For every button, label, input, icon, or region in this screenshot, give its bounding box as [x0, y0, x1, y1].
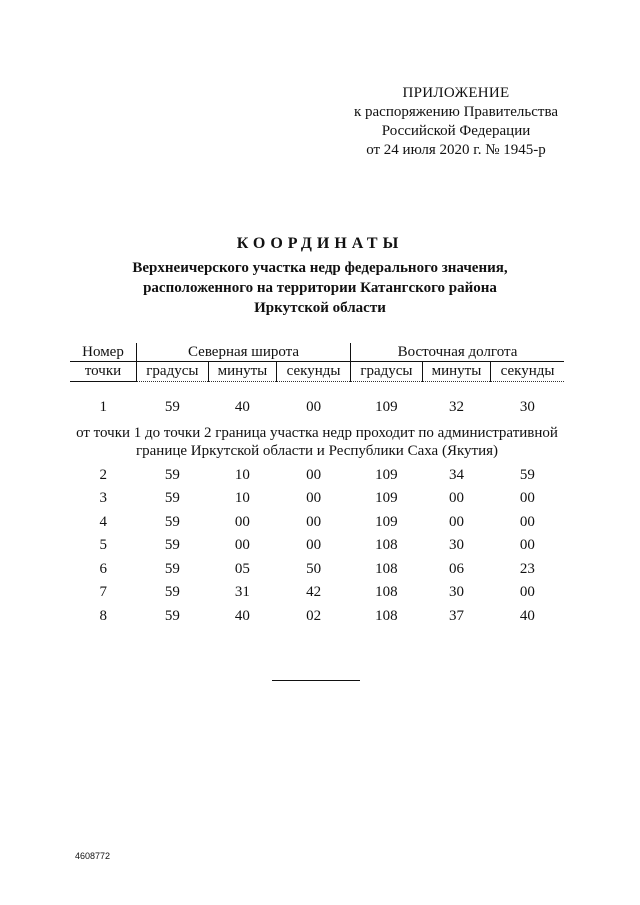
cell-east-degrees: 109 — [375, 513, 398, 530]
cell-north-degrees: 59 — [164, 537, 180, 553]
cell-east-minutes: 37 — [448, 607, 464, 624]
table-row — [70, 534, 564, 558]
boundary-note-line-2: границе Иркутской области и Республики Саха (Якутия) — [136, 442, 498, 459]
cell-point-number: 8 — [99, 607, 107, 624]
document-title — [80, 234, 560, 318]
cell-east-degrees: 109 — [375, 399, 398, 415]
cell-north-degrees: 59 — [164, 607, 180, 624]
cell-north-seconds: 00 — [306, 537, 322, 553]
table-row — [70, 396, 564, 420]
cell-point-number: 5 — [99, 537, 107, 553]
cell-north-minutes: 40 — [234, 607, 250, 624]
cell-east-seconds: 59 — [519, 466, 535, 483]
appendix-line-3: от 24 июля 2020 г. № 1945-р — [366, 142, 546, 158]
cell-east-seconds: 40 — [519, 607, 535, 624]
cell-north-minutes: 00 — [234, 537, 250, 553]
boundary-note-line-1: от точки 1 до точки 2 граница участка недр проходит по административной — [76, 424, 558, 441]
cell-north-seconds: 42 — [306, 584, 322, 600]
cell-east-seconds: 00 — [519, 513, 535, 530]
cell-north-minutes: 05 — [234, 560, 250, 577]
cell-east-degrees: 108 — [375, 607, 398, 624]
cell-east-minutes: 34 — [448, 466, 464, 483]
header-east-seconds: секунды — [491, 362, 564, 382]
cell-east-minutes: 00 — [448, 490, 464, 506]
appendix-header — [340, 84, 572, 160]
cell-east-seconds: 30 — [519, 399, 535, 415]
table-spacer — [70, 382, 564, 397]
cell-east-minutes: 32 — [448, 399, 464, 415]
title-line-1: Верхнеичерского участка недр федерального значения, — [132, 260, 508, 276]
cell-east-minutes: 30 — [448, 584, 464, 600]
cell-east-seconds: 00 — [519, 537, 535, 553]
cell-north-seconds: 00 — [306, 466, 322, 483]
cell-point-number: 1 — [99, 399, 107, 415]
cell-east-minutes: 06 — [448, 560, 464, 577]
cell-east-seconds: 00 — [519, 584, 535, 600]
cell-east-degrees: 109 — [375, 490, 398, 506]
cell-east-seconds: 00 — [519, 490, 535, 506]
table-row — [70, 464, 564, 488]
cell-north-seconds: 00 — [306, 513, 322, 530]
header-east-degrees: градусы — [351, 362, 423, 382]
cell-point-number: 4 — [99, 513, 107, 530]
closing-rule — [272, 680, 360, 681]
header-east-longitude: Восточная долгота — [351, 343, 564, 362]
cell-north-seconds: 02 — [306, 607, 322, 624]
document-code: 4608772 — [75, 851, 111, 861]
cell-east-degrees: 108 — [375, 584, 398, 600]
cell-point-number: 7 — [99, 584, 107, 600]
cell-north-degrees: 59 — [164, 399, 180, 415]
header-north-seconds: секунды — [277, 362, 351, 382]
cell-north-seconds: 00 — [306, 490, 322, 506]
cell-north-minutes: 10 — [234, 466, 250, 483]
cell-east-minutes: 30 — [448, 537, 464, 553]
table-row — [70, 487, 564, 511]
cell-east-degrees: 108 — [375, 560, 398, 577]
cell-north-minutes: 00 — [234, 513, 250, 530]
cell-north-minutes: 31 — [234, 584, 250, 600]
header-north-latitude: Северная широта — [137, 343, 351, 362]
title-line-2: расположенного на территории Катангского района — [143, 280, 497, 296]
header-north-minutes: минуты — [208, 362, 276, 382]
cell-north-degrees: 59 — [164, 490, 180, 506]
coordinates-table — [70, 343, 564, 628]
cell-north-seconds: 00 — [306, 399, 322, 415]
table-row — [70, 581, 564, 605]
cell-north-degrees: 59 — [164, 466, 180, 483]
appendix-heading: ПРИЛОЖЕНИЕ — [402, 85, 510, 101]
title-line-3: Иркутской области — [254, 300, 386, 316]
header-number-line-1: Номер — [70, 343, 137, 362]
cell-north-degrees: 59 — [164, 560, 180, 577]
cell-east-degrees: 108 — [375, 537, 398, 553]
header-east-minutes: минуты — [422, 362, 490, 382]
table-row — [70, 511, 564, 535]
cell-point-number: 2 — [99, 466, 107, 483]
title-main: КООРДИНАТЫ — [236, 235, 404, 252]
boundary-note — [70, 420, 564, 464]
table-row — [70, 605, 564, 629]
cell-point-number: 3 — [99, 490, 107, 506]
cell-north-degrees: 59 — [164, 584, 180, 600]
boundary-note-row — [70, 420, 564, 464]
cell-point-number: 6 — [99, 560, 107, 577]
table-body — [70, 382, 564, 629]
table-row — [70, 558, 564, 582]
cell-north-degrees: 59 — [164, 513, 180, 530]
appendix-line-1: к распоряжению Правительства — [353, 104, 558, 120]
cell-east-degrees: 109 — [375, 466, 398, 483]
cell-north-minutes: 40 — [234, 399, 250, 415]
header-number-line-2: точки — [70, 362, 137, 382]
cell-east-seconds: 23 — [519, 560, 535, 577]
header-north-degrees: градусы — [137, 362, 209, 382]
appendix-line-2: Российской Федерации — [381, 123, 531, 139]
cell-north-minutes: 10 — [234, 490, 250, 506]
cell-east-minutes: 00 — [448, 513, 464, 530]
cell-north-seconds: 50 — [306, 560, 322, 577]
